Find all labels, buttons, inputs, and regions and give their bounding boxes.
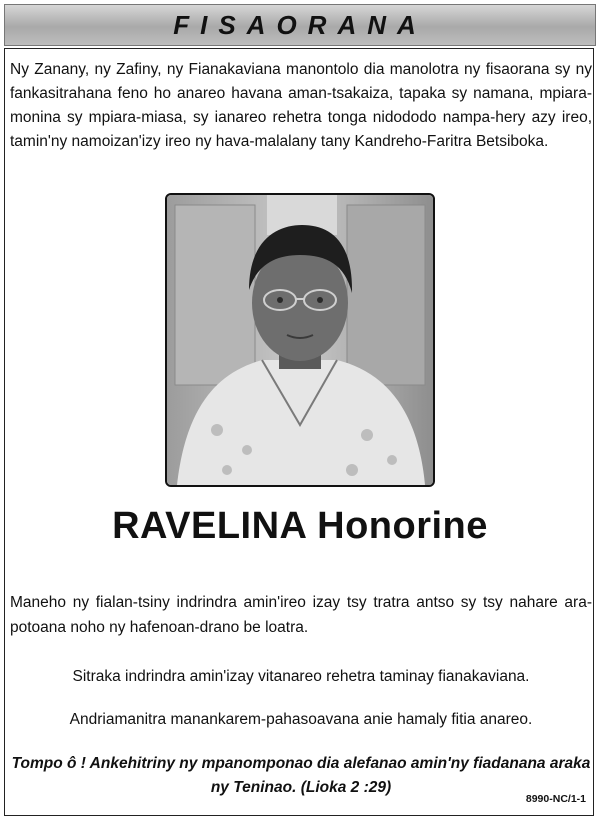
- thanks-paragraph: Sitraka indrindra amin'izay vitanareo rehetra taminay fianakaviana.: [72, 668, 530, 685]
- blessing-paragraph: Andriamanitra manankarem-pahasoavana anie hamaly fitia anareo.: [69, 711, 533, 728]
- header-banner: [4, 4, 596, 46]
- reference-code: 8990-NC/1-1: [525, 793, 586, 805]
- bible-verse: Tompo ô ! Ankehitriny ny mpanomponao dia alefanao amin'ny fiadanana araka ny Teninao. (Lioka 2 :29): [11, 755, 591, 796]
- portrait-photo: [165, 193, 435, 487]
- deceased-name: RAVELINA Honorine: [112, 505, 488, 547]
- page-title: FISAORANA: [173, 9, 427, 40]
- apology-paragraph: Maneho ny fialan-tsiny indrindra amin'ireo izay tsy tratra antso sy tsy nahare ara-potoana noho ny hafenoan-drano be loatra.: [10, 594, 592, 636]
- intro-paragraph: Ny Zanany, ny Zafiny, ny Fianakaviana manontolo dia manolotra ny fisaorana sy ny fankasitrahana feno ho anareo havana aman-tsakaiza, tapaka sy namana, mpiara-monina sy mpiara-miasa, sy ianareo rehetra tonga nidododo nampa-hery azy ireo, tamin'ny namoizan'izy ireo ny hava-malalany tany Kandreho-Faritra Betsiboka.: [10, 61, 592, 150]
- portrait-image: [167, 195, 433, 485]
